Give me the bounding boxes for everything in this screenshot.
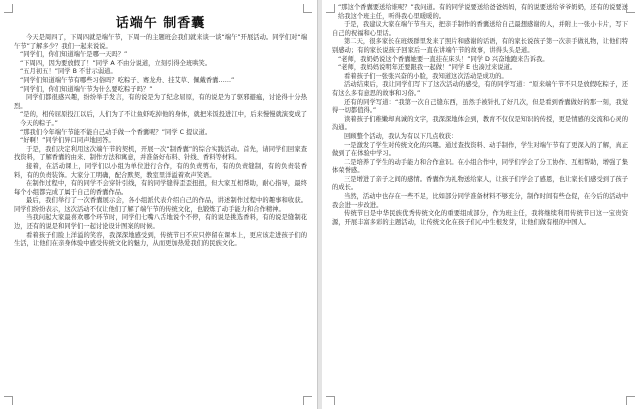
document-title: 话端午 制香囊 <box>115 16 206 31</box>
paragraph: 活动结束后，我让同学们写下了这次活动的感受，有的同学写道：“原来端午节不只是放假吃粽子，还有这么多有意思的故事和习俗。” <box>332 81 628 97</box>
paragraph: “那这个香囊要送给谁呢？”我问道。有的同学说要送给爸爸妈妈，有的说要送给爷爷奶奶，还有的说要送给我这个班主任，听得我心里暖暖的。 <box>338 4 628 20</box>
paragraph: 回顾整个活动，我认为有以下几点收获： <box>344 132 458 140</box>
paragraph: “同学们，你们知道端午节为什么要吃粽子吗？” <box>20 85 153 93</box>
paragraph: 第二天，很多家长在班级群里发来了照片和感谢的话语，有的家长说孩子第一次亲手做礼物，让他们特别感动；有的家长说孩子回家后一直在讲端午节的故事，讲得头头是道。 <box>332 38 628 54</box>
document-page-left <box>0 0 318 409</box>
paragraph: “好啊！”同学们异口同声地回答。 <box>20 137 115 145</box>
paragraph: “老师，我妈妈说明年还要跟我一起做！”同学 E 也凑过来说道。 <box>338 64 517 72</box>
paragraph: “同学们知道端午节有哪些习俗吗？吃粽子、赛龙舟、挂艾草、佩戴香囊……” <box>20 76 235 84</box>
page-corner-mark <box>303 4 312 13</box>
paragraph: 接着，在活动课上，同学们以小组为单位进行合作，有的负责剪布，有的负责缝制，有的负责装香料，有的负责装饰。大家分工明确，配合默契，教室里洋溢着欢声笑语。 <box>14 162 307 179</box>
paragraph: “下周四，因为要放假了！”同学 A 不由分说道，立刻引得全班哄笑。 <box>20 59 212 67</box>
page-corner-mark <box>326 4 335 13</box>
paragraph: 今天是周四了，下周四就是端午节，下周一的主题班会我们就来谈一谈“端午”开展活动。同学们对“端午节”了解多少？我们一起来说说。 <box>14 34 307 50</box>
paragraph: “五月初五！”同学 B 不甘示弱道。 <box>20 68 117 76</box>
paragraph: 当然，活动中也存在一些不足，比如部分同学准备材料不够充分，制作时间有些仓促，在今后的活动中我会进一步改进。 <box>332 193 628 209</box>
paragraph: “同学们，你们知道端午是哪一天吗？” <box>20 51 128 59</box>
paragraph: “老师，我奶奶说这个香囊她要一直挂在床头！”同学 D 兴奋地跑来告诉我。 <box>338 55 549 63</box>
paragraph: “是的，相传屈原投江以后，人们为了不让鱼虾吃掉他的身体，就把米饭投进江中，后来慢慢就演变成了今天的粽子。” <box>20 111 307 127</box>
paragraph: 看着孩子们一张张兴奋的小脸，我知道这次活动是成功的。 <box>344 72 508 80</box>
page-corner-mark <box>4 396 13 405</box>
left-page-body <box>14 34 307 249</box>
page-corner-mark <box>626 396 635 405</box>
document-page-right <box>322 0 640 409</box>
page-corner-mark <box>303 396 312 405</box>
paragraph: 最后，我们举行了一次香囊展示会，各小组派代表介绍自己的作品，讲述制作过程中的趣事和收获。同学们纷纷表示，这次活动不仅让他们了解了端午节的传统文化，也锻炼了动手能力和合作精神。 <box>14 197 307 213</box>
paragraph: 二是培养了学生的动手能力和合作意识。在小组合作中，同学们学会了分工协作、互相帮助，增强了集体荣誉感。 <box>332 158 628 175</box>
paragraph: 三是增进了亲子之间的感情。香囊作为礼物送给家人，让孩子们学会了感恩，也让家长们感受到了孩子的成长。 <box>332 175 628 192</box>
paragraph: 传统节日是中华民族优秀传统文化的重要组成部分，作为班主任，我将继续利用传统节日这一宝贵资源，开展丰富多彩的主题活动，让传统文化在孩子们心中生根发芽，让他们做有根的中国人。 <box>332 210 628 226</box>
right-page-body <box>332 4 628 227</box>
paragraph: 一是激发了学生对传统文化的兴趣。通过查找资料、动手制作，学生对端午节有了更深入的了解，真正做到了在体验中学习。 <box>332 141 628 158</box>
paragraph: 还有的同学写道：“我第一次自己缝东西，虽然手被针扎了好几次，但是看到香囊做好的那一刻，我觉得一切都值得。” <box>332 98 628 115</box>
page-corner-mark <box>326 396 335 405</box>
paragraph: 在制作过程中，有的同学不会穿针引线，有的同学缝得歪歪扭扭，但大家互相帮助，耐心指导，最终每个小组都完成了属于自己的香囊作品。 <box>14 180 307 196</box>
paragraph: 同学们都很感兴趣，纷纷举手发言，有的说是为了纪念屈原，有的说是为了驱邪避瘟，讨论得十分热烈。 <box>14 94 307 110</box>
paragraph: 当我问起大家最喜欢哪个环节时，同学们七嘴八舌地说个不停，有的说是挑选香料，有的说是缝制花边，还有的说是和同学们一起讨论设计图案的时候。 <box>14 214 307 231</box>
paragraph: 于是，我建议大家在端午节当天，把亲手制作的香囊送给自己最想感谢的人，并附上一张小卡片，写下自己的祝福和心里话。 <box>332 21 628 37</box>
paragraph: “那我们今年端午节能不能自己动手做一个香囊呢？”同学 C 提议道。 <box>20 128 212 136</box>
page-corner-mark <box>626 4 635 13</box>
paragraph: 看着孩子们脸上洋溢的笑容，我深深地感受到，传统节日不应只停留在课本上，更应该走进孩子们的生活，让他们在亲身体验中感受传统文化的魅力，从而更加热爱我们的民族文化。 <box>14 231 307 248</box>
page-corner-mark <box>4 4 13 13</box>
paragraph: 读着孩子们稚嫩却真诚的文字，我深深地体会到，教育不仅仅是知识的传授，更是情感的交流和心灵的沟通。 <box>332 115 628 132</box>
paragraph: 于是，我们决定利用这次端午节的契机，开展一次“制香囊”的综合实践活动。首先，请同学们回家查找资料，了解香囊的由来、制作方法和寓意，并准备好布料、针线、香料等材料。 <box>14 145 307 162</box>
